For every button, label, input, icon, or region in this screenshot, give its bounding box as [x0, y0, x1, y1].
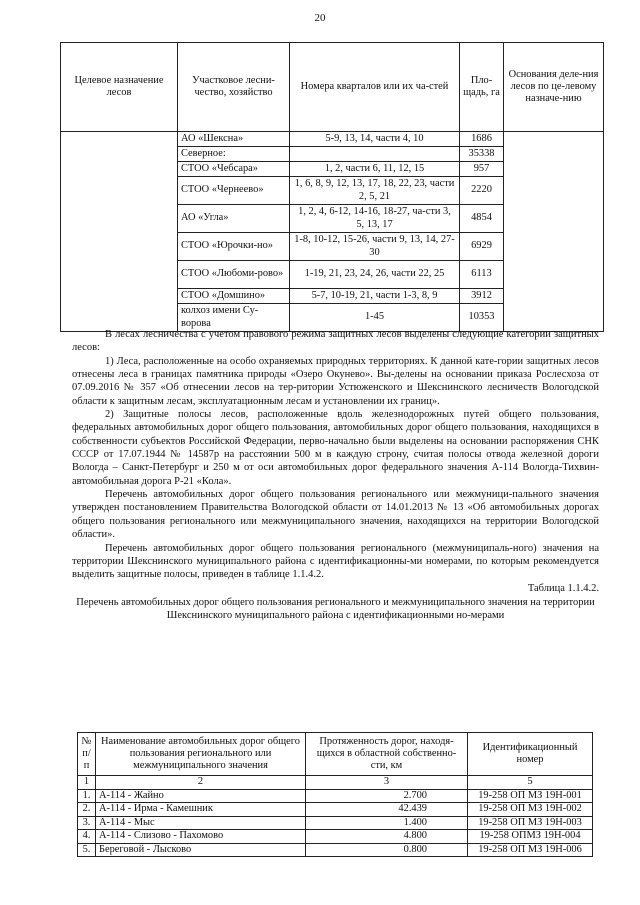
road-length: 2.700 [306, 789, 468, 803]
quarters-cell: 1, 6, 8, 9, 12, 13, 17, 18, 22, 23, части 2, 5, 21 [290, 177, 460, 205]
road-id: 19-258 ОП МЗ 19Н-003 [468, 816, 593, 830]
header-quarters: Номера кварталов или их ча-стей [290, 43, 460, 132]
body-text [72, 328, 599, 623]
road-id: 19-258 ОП МЗ 19Н-001 [468, 789, 593, 803]
header-number: № п/п [78, 733, 96, 776]
district-cell: АО «Угла» [178, 205, 290, 233]
header-basis: Основания деле-ния лесов по це-левому назначе-нию [504, 43, 604, 132]
header-area: Пло-щадь, га [460, 43, 504, 132]
quarters-cell: 1, 2, части 6, 11, 12, 15 [290, 162, 460, 177]
table-title: Перечень автомобильных дорог общего пользования регионального и межмуниципального значения на территории Шекснинского муниципального района с идентификационными но-мерами [76, 596, 595, 622]
road-length: 1.400 [306, 816, 468, 830]
road-length: 4.800 [306, 830, 468, 844]
quarters-cell [290, 147, 460, 162]
table-reference: Таблица 1.1.4.2. [527, 582, 599, 594]
area-cell: 35338 [460, 147, 504, 162]
area-cell: 6113 [460, 261, 504, 289]
column-number: 2 [96, 776, 306, 790]
area-cell: 957 [460, 162, 504, 177]
paragraph: 2) Защитные полосы лесов, расположенные вдоль железнодорожных путей общего пользования, федеральных автомобильных дорог общего пользования, автомобильных дорог общего пользования, находящихся в собственности субъектов Российской Федерации, перво-начально были выделены на основании распоряжения СНК СССР от 17.07.1944 № 14587р на расстоянии 500 м в каждую строну, считая полосы отвода железной дороги Вологда – Санкт-Петербург и 250 м от оси автомобильных дорог федерального значения А-114 Вологда-Тихвин-автомобильная дорога Р-21 «Кола». [72, 409, 599, 487]
area-cell: 1686 [460, 132, 504, 147]
header-purpose: Целевое назначение лесов [61, 43, 178, 132]
row-number: 3. [78, 816, 96, 830]
district-cell: Северное: [178, 147, 290, 162]
area-cell: 10353 [460, 304, 504, 332]
road-id: 19-258 ОПМЗ 19Н-004 [468, 830, 593, 844]
road-length: 42.439 [306, 803, 468, 817]
road-name: А-114 - Жайно [96, 789, 306, 803]
table-header-row [61, 43, 604, 132]
district-cell: АО «Шексна» [178, 132, 290, 147]
district-cell: СТОО «Юрочки-но» [178, 233, 290, 261]
quarters-cell: 1-19, 21, 23, 24, 26, части 22, 25 [290, 261, 460, 289]
quarters-cell: 1-45 [290, 304, 460, 332]
table-row [61, 132, 604, 147]
area-cell: 6929 [460, 233, 504, 261]
table-header-row [78, 733, 593, 776]
quarters-cell: 5-7, 10-19, 21, части 1-3, 8, 9 [290, 289, 460, 304]
quarters-cell: 1-8, 10-12, 15-26, части 9, 13, 14, 27-30 [290, 233, 460, 261]
column-number: 5 [468, 776, 593, 790]
table-row [78, 803, 593, 817]
forest-districts-table [60, 42, 604, 332]
road-name: А-114 - Слизово - Пахомово [96, 830, 306, 844]
road-id: 19-258 ОП МЗ 19Н-006 [468, 843, 593, 857]
table-row [78, 830, 593, 844]
header-id: Идентификационный номер [468, 733, 593, 776]
quarters-cell: 5-9, 13, 14, части 4, 10 [290, 132, 460, 147]
quarters-cell: 1, 2, 4, 6-12, 14-16, 18-27, ча-сти 3, 5, 13, 17 [290, 205, 460, 233]
road-name: А-114 - Мыс [96, 816, 306, 830]
table-row [78, 843, 593, 857]
area-cell: 2220 [460, 177, 504, 205]
district-cell: СТОО «Чернеево» [178, 177, 290, 205]
district-cell: СТОО «Чебсара» [178, 162, 290, 177]
row-number: 4. [78, 830, 96, 844]
paragraph: 1) Леса, расположенные на особо охраняемых природных территориях. К данной кате-гории защитных лесов отнесены леса в границах памятника природы «Озеро Окунево». Вы-делены на основании приказа Рослесхоза от 07.09.2016 № 357 «Об отнесении лесов на тер-ритории Устюженского и Шекснинского лесничеств Вологодской области к защитным лесам, эксплуатационным лесам и установлении их границ». [72, 355, 599, 407]
road-name: Береговой - Лысково [96, 843, 306, 857]
area-cell: 4854 [460, 205, 504, 233]
column-number: 3 [306, 776, 468, 790]
area-cell: 3912 [460, 289, 504, 304]
row-number: 5. [78, 843, 96, 857]
header-road-name: Наименование автомобильных дорог общего пользования регионального или межмуниципального значения [96, 733, 306, 776]
table-row [78, 816, 593, 830]
row-number: 2. [78, 803, 96, 817]
header-length: Протяженность дорог, находя-щихся в областной собственно-сти, км [306, 733, 468, 776]
district-cell: СТОО «Домшино» [178, 289, 290, 304]
paragraph: Перечень автомобильных дорог общего пользования регионального или межмуници-пального значения утвержден постановлением Правительства Вологодской области от 14.01.2013 № 13 «Об автомобильных дорогах общего пользования регионального или межмуниципального значения, находящихся на территории Вологодской области». [72, 489, 599, 541]
basis-cell [504, 132, 604, 332]
district-cell: СТОО «Любоми-рово» [178, 261, 290, 289]
road-length: 0.800 [306, 843, 468, 857]
page-number: 20 [314, 12, 326, 24]
column-number: 1 [78, 776, 96, 790]
header-district: Участковое лесни-чество, хозяйство [178, 43, 290, 132]
road-id: 19-258 ОП МЗ 19Н-002 [468, 803, 593, 817]
row-number: 1. [78, 789, 96, 803]
road-name: А-114 - Ирма - Камешник [96, 803, 306, 817]
paragraph: В лесах лесничества с учетом правового режима защитных лесов выделены следующие категории защитных лесов: [72, 329, 599, 354]
roads-table [77, 732, 593, 857]
table-row [78, 789, 593, 803]
purpose-cell [61, 132, 178, 332]
paragraph: Перечень автомобильных дорог общего пользования регионального (межмуниципаль-ного) значения на территории Шекснинского муниципального района с идентификационны-ми номерами, по которым рекомендуется выделить защитные полосы, приведен в таблице 1.1.4.2. [72, 542, 599, 581]
district-cell: колхоз имени Су-ворова [178, 304, 290, 332]
column-numbers-row [78, 776, 593, 790]
